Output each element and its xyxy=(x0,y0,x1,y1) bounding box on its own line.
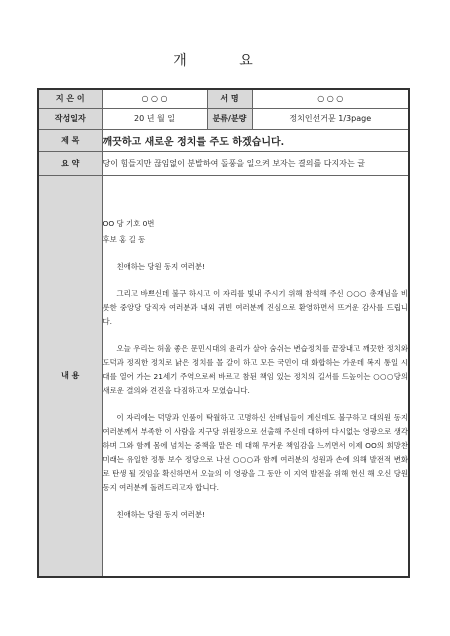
summary-label: 요 약 xyxy=(38,151,102,175)
paragraph-1: 그리고 바쁘신데 불구 하시고 이 자리를 빛내 주시기 위해 참석해 주신 ○○○ 총재님을 비롯한 중앙당 당직자 여러분과 내외 귀빈 여러분께 진심으로 환영하면서 뜨거운 감사를 드립니다. xyxy=(102,288,408,326)
greeting: 친애하는 당원 동지 여러분! xyxy=(116,261,206,271)
name-value: ○ ○ ○ xyxy=(252,89,409,108)
closing: 친애하는 당원 동지 여러분! xyxy=(116,509,206,519)
date-label: 작성일자 xyxy=(38,108,102,129)
speaker-label: 지 은 이 xyxy=(38,89,102,108)
category-label: 분류/분량 xyxy=(207,108,252,129)
summary-value: 당이 힘들지만 끊임없이 분발하여 돌풍을 일으켜 보자는 결의를 다지자는 글 xyxy=(102,151,409,175)
overview-form xyxy=(37,88,410,578)
name-label: 서 명 xyxy=(207,89,252,108)
subject-value: 깨끗하고 새로운 정치를 주도 하겠습니다. xyxy=(102,129,409,151)
party-number-line: OO 당 기호 0번 xyxy=(102,218,155,228)
subject-label: 제 목 xyxy=(38,129,102,151)
speaker-value: ○ ○ ○ xyxy=(102,89,207,108)
paragraph-2: 오늘 우리는 허울 좋은 문민시대의 윤리가 살아 숨쉬는 변습정치를 끝장내고 깨끗한 정치와 도덕과 정직한 정치로 낡은 정치를 몰 갈이 하고 모든 국민이 대 화합하는 가운데 복지 통일 시대를 열어 가는 21세기 주역으로써 바르고 참된 책임 있는 정치의 길서를 드높이는 ○○○당의 새로운 결의와 견진을 다짐하고자 모였습니다. xyxy=(102,343,408,395)
candidate-line: 후보 홍 길 동 xyxy=(102,234,146,244)
category-value: 정치인선거문 1/3page xyxy=(252,108,409,129)
page-title: 개 요 xyxy=(173,53,277,69)
paragraph-3: 이 자리에는 덕망과 인품이 탁월하고 고명하신 선배님들이 계신데도 불구하고 대의원 동지 여러분께서 부족한 이 사람을 지구당 위원장으로 선출해 주신데 대하여 다시없는 영광으로 생각하며 그와 함께 몸에 넘치는 중책을 맡은 데 대해 무거운 책임감을 느끼면서 이제 OO의 희망찬 미래는 유일한 정통 보수 정당으로 나선 ○○○과 함께 여러분의 성원과 손에 의해 발전적 변화로 탄생 될 것임을 확신하면서 오늘의 이 영광을 그 동안 이 지역 발전을 위해 헌신 해 오신 당원 동지 여러분께 돌려드리고자 합니다. xyxy=(102,412,408,492)
content-label: 내 용 xyxy=(38,175,102,577)
content-body xyxy=(102,175,409,577)
date-value: 20 년 월 일 xyxy=(102,108,207,129)
